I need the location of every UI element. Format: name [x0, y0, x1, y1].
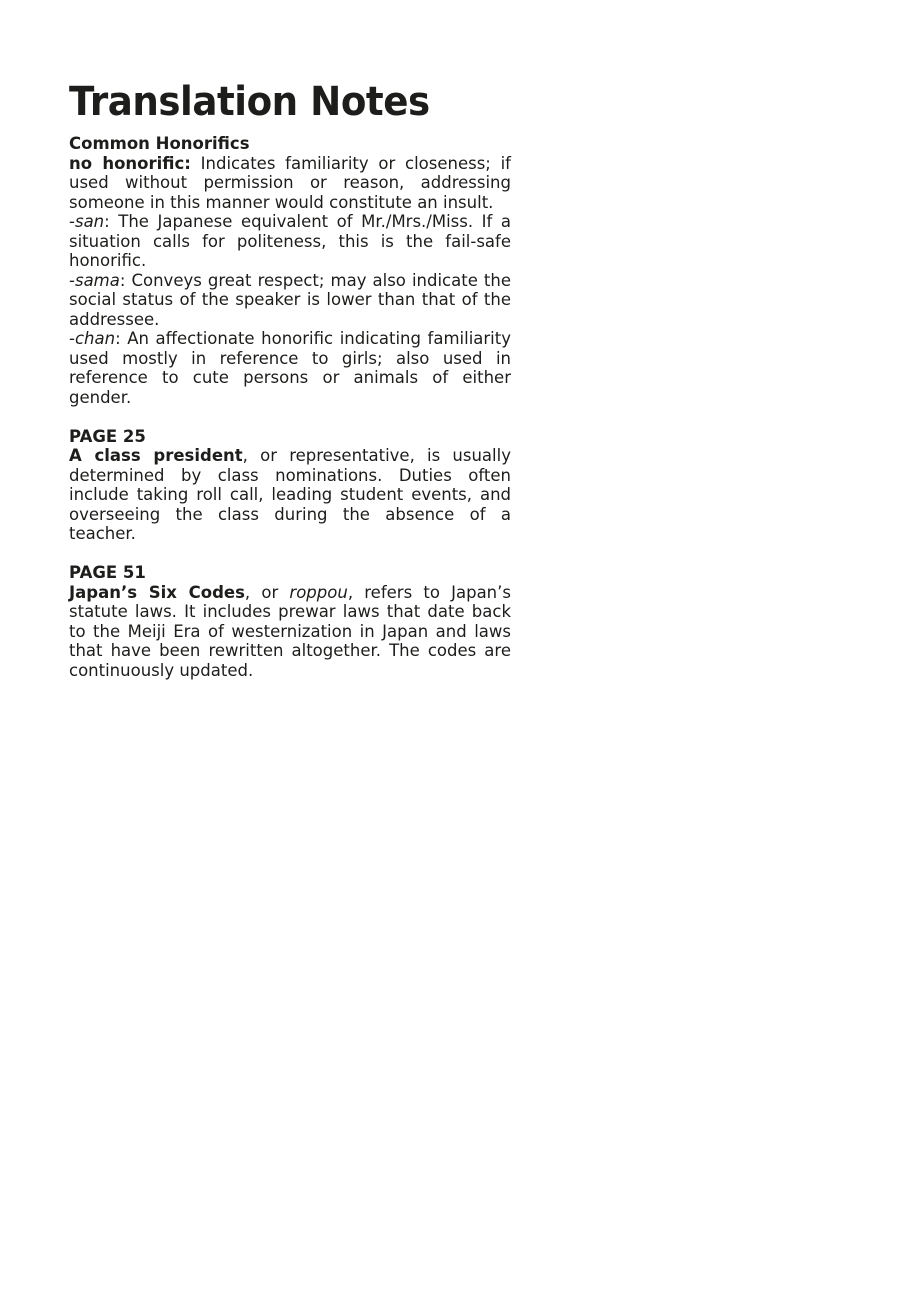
section-heading: Common Honorifics [69, 134, 250, 153]
honorific-term: chan [74, 329, 116, 348]
honorific-prefix: - [69, 270, 75, 290]
honorific-term: san [74, 212, 105, 231]
section-common-honorifics [69, 134, 511, 407]
section-page-51 [69, 563, 511, 680]
honorific-entry-san [69, 212, 511, 271]
note-description: , refers to Japan’s statute laws. It includes prewar laws that date back to the Meiji Era of westernization in Japan and laws that have been rewritten altogether. The codes are continuously updated. [69, 582, 511, 680]
honorific-entry-none [69, 154, 511, 213]
page-title: Translation Notes [69, 79, 430, 125]
section-page-25 [69, 427, 511, 544]
translation-notes-page [69, 78, 511, 680]
note-connector: , or [244, 582, 290, 602]
section-heading: PAGE 51 [69, 563, 146, 582]
section-heading: PAGE 25 [69, 426, 146, 446]
note-class-president [69, 446, 511, 544]
honorific-description: : Conveys great respect; may also indicate the social status of the speaker is lower than that of the addressee. [69, 270, 511, 329]
note-italic-term: roppou [289, 582, 348, 602]
honorific-prefix: - [69, 212, 75, 231]
honorific-description: : The Japanese equivalent of Mr./Mrs./Miss. If a situation calls for politeness, this is the fail-safe honorific. [69, 212, 511, 270]
honorific-description: Indicates familiarity or closeness; if used without permission or reason, addressing someone in this manner would constitute an insult. [69, 153, 511, 212]
honorific-term: no honorific: [69, 153, 191, 173]
honorific-entry-sama [69, 271, 511, 330]
note-six-codes [69, 583, 511, 681]
honorific-prefix: - [69, 329, 75, 348]
honorific-description: : An affectionate honorific indicating familiarity used mostly in reference to girls; also used in reference to cute persons or animals of either gender. [69, 329, 511, 407]
note-term: Japan’s Six Codes [69, 582, 245, 602]
note-description: , or representative, is usually determined by class nominations. Duties often include taking roll call, leading student events, and overseeing the class during the absence of a teacher. [69, 446, 511, 543]
note-term: A class president [69, 446, 243, 465]
honorific-entry-chan [69, 329, 511, 407]
honorific-term: sama [74, 270, 120, 290]
